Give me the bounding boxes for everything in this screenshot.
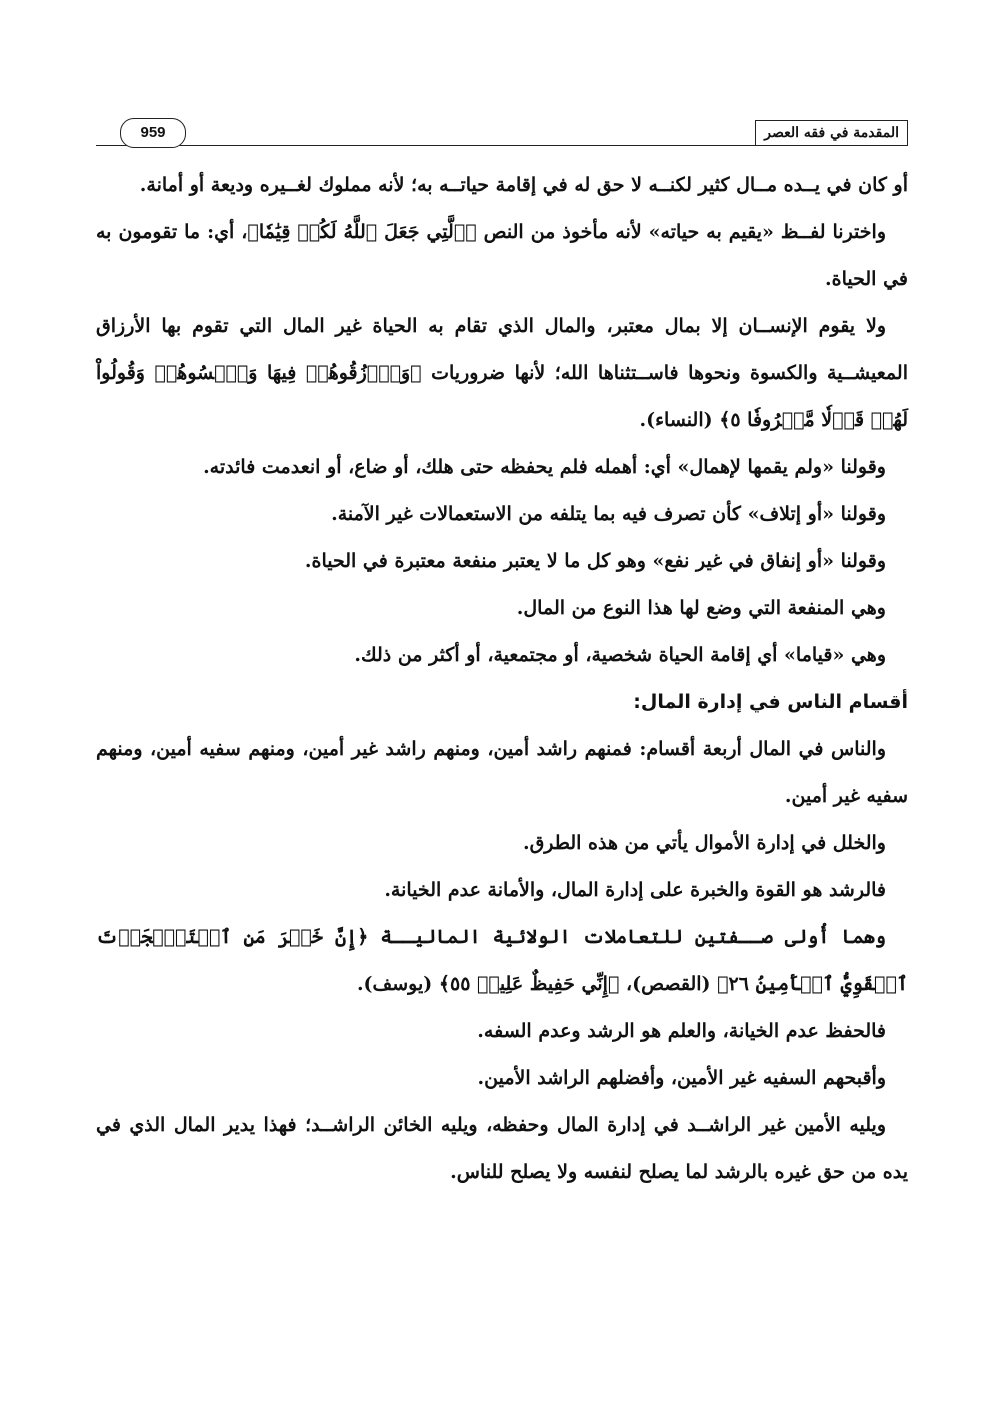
paragraph: والخلل في إدارة الأموال يأتي من هذه الطرق. — [522, 832, 886, 854]
paragraph: فالحفظ عدم الخيانة، والعلم هو الرشد وعدم السفه. — [477, 1020, 886, 1042]
paragraph: وأقبحهم السفيه غير الأمين، وأفضلهم الراشد الأمين. — [477, 1067, 886, 1089]
page-body — [96, 162, 908, 1196]
paragraph: وهي «قياما» أي إقامة الحياة شخصية، أو مجتمعية، أو أكثر من ذلك. — [354, 644, 886, 666]
section-heading: أقسام الناس في إدارة المال: — [633, 691, 908, 713]
running-title: المقدمة في فقه العصر — [755, 120, 908, 146]
paragraph: وهما أُولى صــفتين للتعاملات الولائية الماليــة ﴿إِنَّ خَيۡرَ مَنِ ٱسۡتَـٔۡجَرۡتَ ٱلۡقَوِيُّ ٱلۡأَمِينُ ٢٦﴾ (القصص)، ﴿إِنِّي حَفِيظٌ عَلِيمٞ ٥٥﴾ (يوسف). — [96, 926, 908, 995]
paragraph: والناس في المال أربعة أقسام: فمنهم راشد أمين، ومنهم راشد غير أمين، ومنهم سفيه أمين، ومنهم سفيه غير أمين. — [96, 738, 908, 807]
page-number: 959 — [120, 118, 186, 148]
paragraph: وقولنا «أو إتلاف» كأن تصرف فيه بما يتلفه من الاستعمالات غير الآمنة. — [331, 503, 886, 525]
paragraph: وهي المنفعة التي وضع لها هذا النوع من المال. — [516, 597, 886, 619]
page-header — [96, 118, 908, 150]
paragraph: ولا يقوم الإنســان إلا بمال معتبر، والمال الذي تقام به الحياة غير المال التي تقوم بها الأرزاق المعيشــية والكسوة ونحوها فاســتثناها الله؛ لأنها ضروريات ﴿وَٱرۡزُقُوهُمۡ فِيهَا وَٱكۡسُوهُمۡ وَقُولُواْ لَهُمۡ قَوۡلٗا مَّعۡرُوفٗا ٥﴾ (النساء). — [96, 315, 908, 431]
paragraph: واخترنا لفــظ «يقيم به حياته» لأنه مأخوذ من النص ﴿ٱلَّتِي جَعَلَ ٱللَّهُ لَكُمۡ قِيَٰمٗا﴾، أي: ما تقومون به في الحياة. — [96, 221, 908, 290]
paragraph: ويليه الأمين غير الراشــد في إدارة المال وحفظه، ويليه الخائن الراشــد؛ فهذا يدير المال الذي في يده من حق غيره بالرشد لما يصلح لنفسه ولا يصلح للناس. — [96, 1114, 908, 1183]
paragraph: أو كان في يــده مــال كثير لكنــه لا حق له في إقامة حياتــه به؛ لأنه مملوك لغــيره وديعة أو أمانة. — [139, 174, 908, 196]
paragraph: وقولنا «أو إنفاق في غير نفع» وهو كل ما لا يعتبر منفعة معتبرة في الحياة. — [304, 550, 886, 572]
paragraph: فالرشد هو القوة والخبرة على إدارة المال، والأمانة عدم الخيانة. — [384, 879, 886, 901]
paragraph: وقولنا «ولم يقمها لإهمال» أي: أهمله فلم يحفظه حتى هلك، أو ضاع، أو انعدمت فائدته. — [203, 456, 886, 478]
